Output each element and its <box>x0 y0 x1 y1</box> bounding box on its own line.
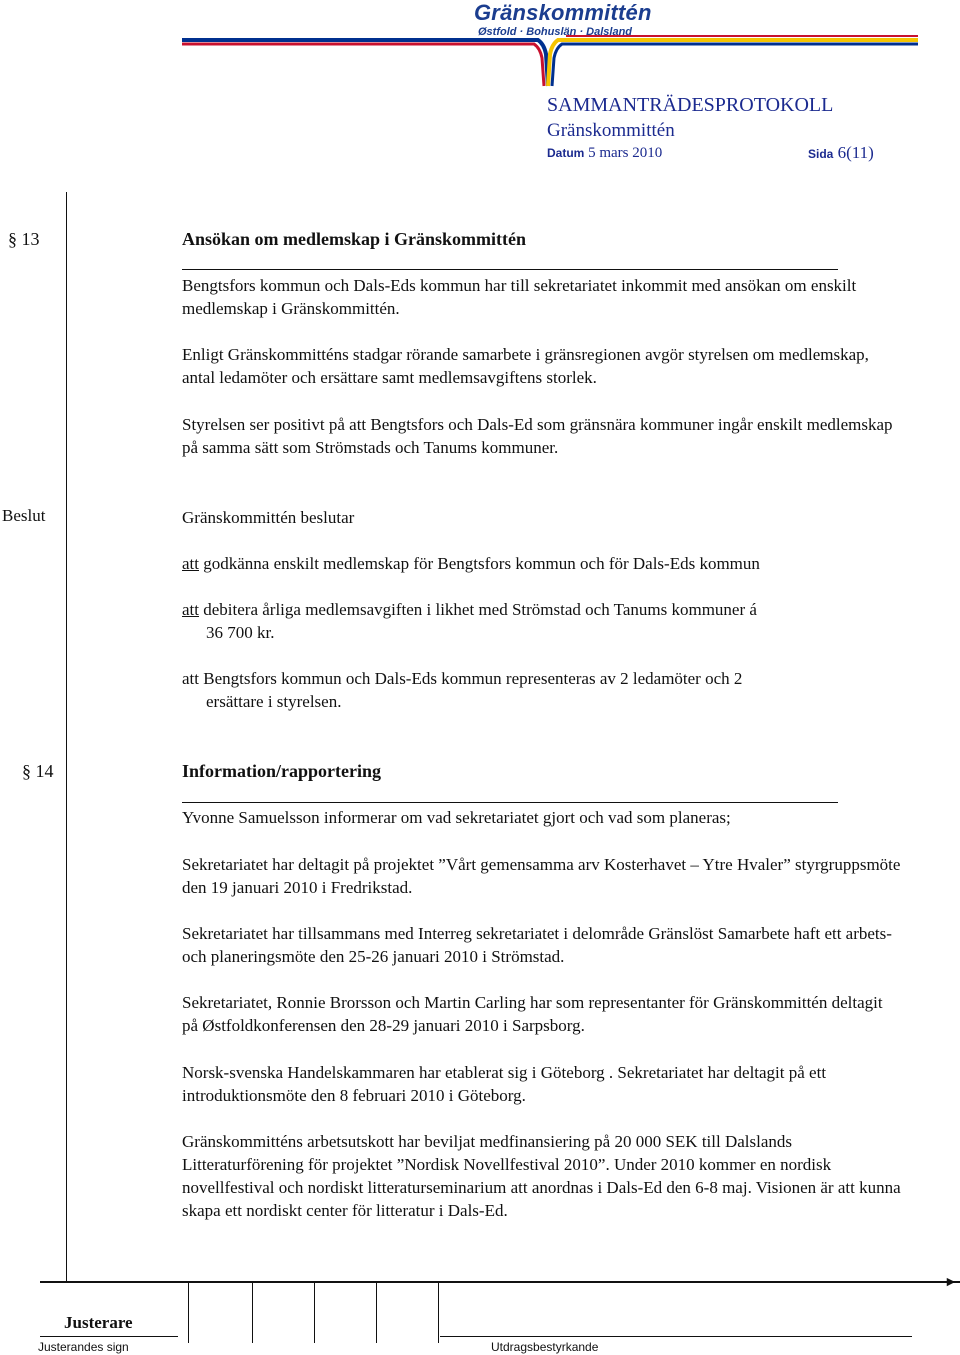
section-14-para-5: Gränskommitténs arbetsutskott har beviljat medfinansiering på 20 000 SEK till Dalslands Litteraturförening för projektet ”Nordisk Novellfestival 2010”. Under 2010 kommer en nordisk novellfestival och nordiskt litteraturseminarium att anordnas i Dals-Ed den 6-8 maj. Visionen är att kunna skapa ett nordiskt center för litteratur i Dals-Ed. <box>182 1132 901 1220</box>
section-14-underline <box>182 802 838 803</box>
footer-rule <box>40 1281 960 1283</box>
section-13-number: § 13 <box>8 229 40 249</box>
paragraph-sign-icon: § <box>8 229 17 249</box>
extract-label: Utdragsbestyrkande <box>491 1340 599 1354</box>
footer-sign-divider <box>314 1283 315 1343</box>
arrow-right-icon: ► <box>944 1275 958 1290</box>
decision-item-3: att Bengtsfors kommun och Dals-Eds kommun representeras av 2 ledamöter och 2 ersättare i styrelsen. <box>182 669 743 711</box>
section-14-para-1: Sekretariatet har deltagit på projektet ”Vårt gemensamma arv Kosterhavet – Ytre Hvaler” styrgruppsmöte den 19 januari 2010 i Fredrikstad. <box>182 855 901 897</box>
att-word: att <box>182 600 199 619</box>
page-value: 6(11) <box>837 143 874 162</box>
decision-intro: Gränskommittén beslutar <box>182 508 355 527</box>
doc-title: SAMMANTRÄDESPROTOKOLL <box>547 94 834 116</box>
section-13-underline <box>182 269 838 270</box>
decision-item-2: att debitera årliga medlemsavgiften i likhet med Strömstad och Tanums kommuner á 36 700 kr. <box>182 600 757 642</box>
section-14-number: § 14 <box>22 761 54 781</box>
paragraph-sign-icon: § <box>22 761 31 781</box>
decision-label: Beslut <box>2 506 46 525</box>
page-label: Sida <box>808 147 834 161</box>
section-14-intro: Yvonne Samuelsson informerar om vad sekretariatet gjort och vad som planeras; <box>182 808 731 827</box>
org-name: Gränskommittén <box>547 120 675 141</box>
section-14-title: Information/rapportering <box>182 761 381 781</box>
footer-extract-line <box>440 1336 912 1337</box>
section-14-para-4: Norsk-svenska Handelskammaren har etablerat sig i Göteborg . Sekretariatet har deltagit på ett introduktionsmöte den 8 februari 2010 i Göteborg. <box>182 1063 827 1105</box>
footer-sign-line <box>40 1336 178 1337</box>
footer-sign-divider <box>188 1283 189 1343</box>
section-13-para-2: Enligt Gränskommitténs stadgar rörande samarbete i gränsregionen avgör styrelsen om medlemskap, antal ledamöter och ersättare samt medlemsavgiftens storlek. <box>182 345 869 387</box>
section-13-title: Ansökan om medlemskap i Gränskommittén <box>182 229 527 249</box>
date-value: 5 mars 2010 <box>588 145 663 161</box>
date-label: Datum <box>547 146 585 160</box>
logo-title: Gränskommittén <box>474 0 652 25</box>
margin-rule <box>66 192 67 1282</box>
footer-sign-divider <box>252 1283 253 1343</box>
footer-sign-divider <box>438 1283 439 1343</box>
section-13-para-3: Styrelsen ser positivt på att Bengtsfors och Dals-Ed som gränsnära kommuner ingår enskilt medlemskap på samma sätt som Strömstads och Tanums kommuner. <box>182 415 893 457</box>
logo-subtitle: Østfold · Bohuslän · Dalsland <box>478 26 633 38</box>
section-13-para-1: Bengtsfors kommun och Dals-Eds kommun har till sekretariatet inkommit med ansökan om enskilt medlemskap i Gränskommittén. <box>182 276 857 318</box>
date-field <box>547 145 662 162</box>
section-14-para-2: Sekretariatet har tillsammans med Interreg sekretariatet i delområde Gränslöst Samarbete haft ett arbets- och planeringsmöte den 25-26 januari 2010 i Strömstad. <box>182 924 892 966</box>
page-field <box>808 143 874 163</box>
section-14-para-3: Sekretariatet, Ronnie Brorsson och Martin Carling har som representanter för Gränskommittén deltagit på Østfoldkonferensen den 28-29 januari 2010 i Sarpsborg. <box>182 993 883 1035</box>
sign-label: Justerandes sign <box>38 1340 129 1354</box>
footer-sign-divider <box>376 1283 377 1343</box>
decision-item-1: att godkänna enskilt medlemskap för Bengtsfors kommun och för Dals-Eds kommun <box>182 554 760 573</box>
att-word: att <box>182 554 199 573</box>
logo-flag-ribbon <box>178 34 920 90</box>
justerare-label: Justerare <box>64 1313 133 1332</box>
